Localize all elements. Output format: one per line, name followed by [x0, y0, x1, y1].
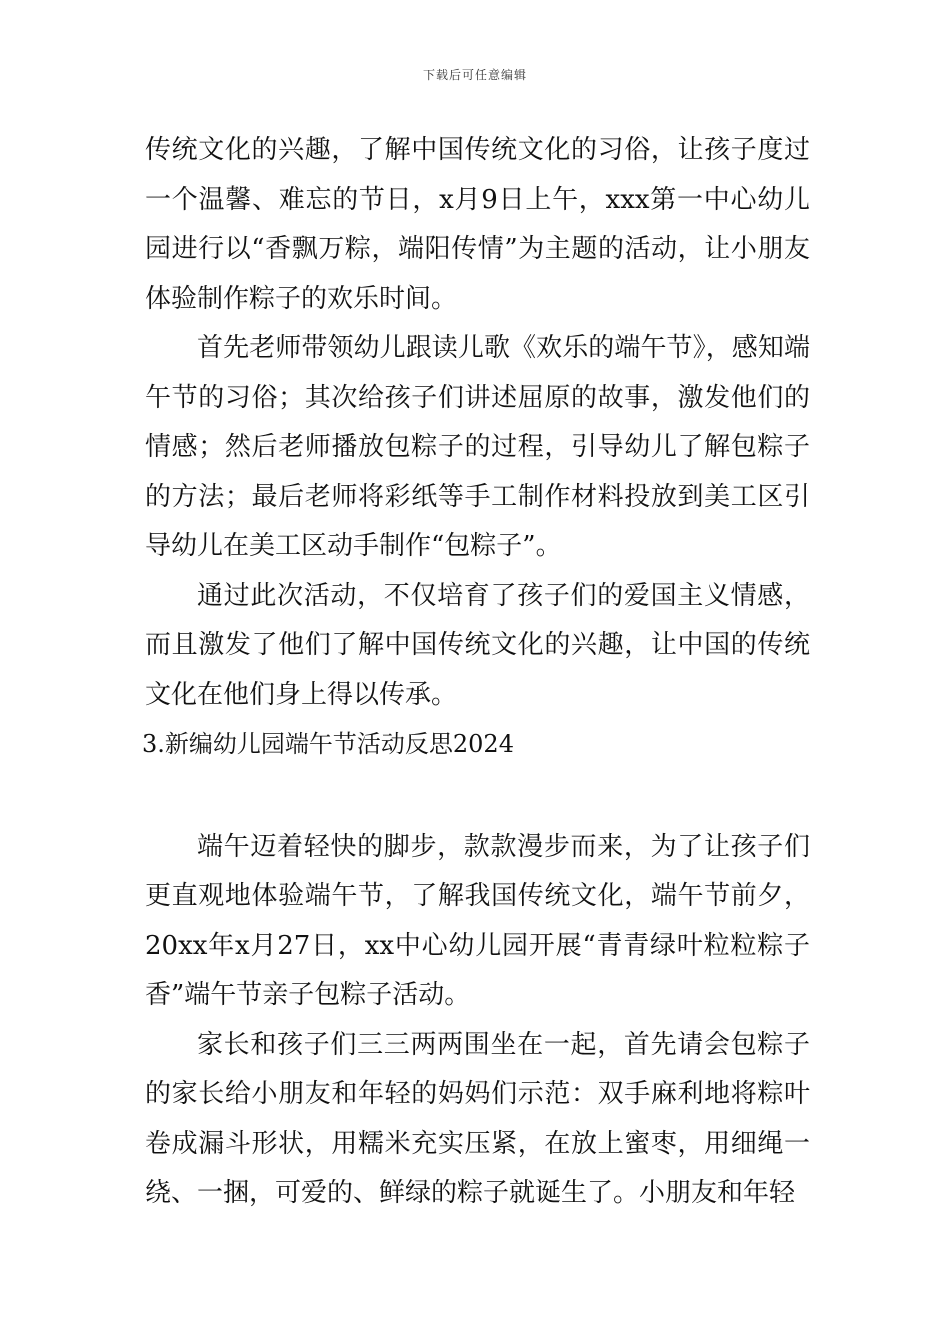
page-header: 下载后可任意编辑 [422, 68, 527, 82]
paragraph-2: 首先老师带领幼儿跟读儿歌《欢乐的端午节》，感知端午节的习俗；其次给孩子们讲述屈原的故事，激发他们的情感；然后老师播放包粽子的过程，引导幼儿了解包粽子的方法；最后老师将彩纸等手工制作材料投放到美工区引导幼儿在美工区动手制作“包粽子”。 [145, 333, 810, 561]
paragraph-3: 通过此次活动，不仅培育了孩子们的爱国主义情感，而且激发了他们了解中国传统文化的兴趣，让中国的传统文化在他们身上得以传承。 [145, 580, 810, 710]
document-body [142, 126, 810, 1219]
section-heading: 3.新编幼儿园端午节活动反思2024 [142, 730, 514, 758]
paragraph-1: 传统文化的兴趣，了解中国传统文化的习俗，让孩子度过一个温馨、难忘的节日，x月9日上午，xxx第一中心幼儿园进行以“香飘万粽，端阳传情”为主题的活动，让小朋友体验制作粽子的欢乐时间。 [145, 135, 810, 314]
paragraph-5: 家长和孩子们三三两两围坐在一起，首先请会包粽子的家长给小朋友和年轻的妈妈们示范：双手麻利地将粽叶卷成漏斗形状，用糯米充实压紧，在放上蜜枣，用细绳一绕、一捆，可爱的、鲜绿的粽子就诞生了。小朋友和年轻 [145, 1029, 810, 1208]
blank-line [145, 770, 810, 823]
paragraph-4: 端午迈着轻快的脚步，款款漫步而来，为了让孩子们更直观地体验端午节，了解我国传统文化，端午节前夕，20xx年x月27日，xx中心幼儿园开展“青青绿叶粒粒粽子香”端午节亲子包粽子活动。 [145, 831, 810, 1010]
